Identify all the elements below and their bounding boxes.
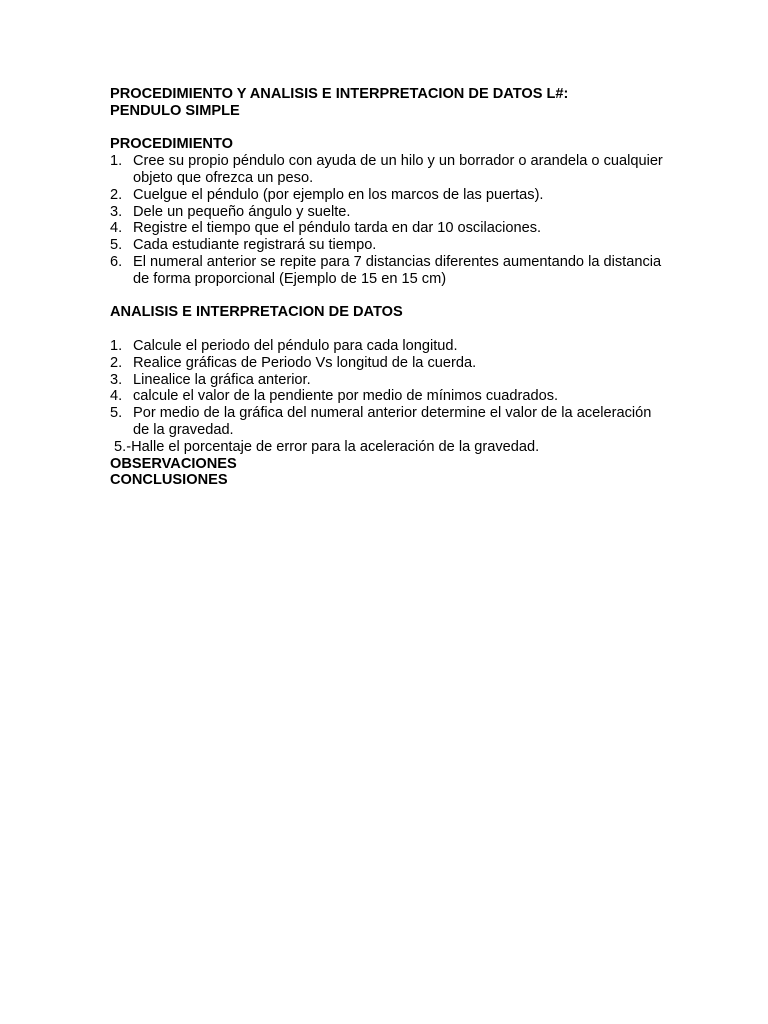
list-item	[110, 204, 670, 221]
list-item-number: 2.	[110, 354, 123, 371]
list-item-text: calcule el valor de la pendiente por medio de mínimos cuadrados.	[133, 388, 559, 405]
list-item	[110, 372, 670, 389]
analisis-list	[110, 338, 670, 439]
list-item-text: Por medio de la gráfica del numeral anterior determine el valor de la aceleración de la gravedad.	[133, 405, 652, 438]
list-item-text: Linealice la gráfica anterior.	[133, 371, 311, 388]
list-item	[110, 355, 670, 372]
list-item	[110, 254, 670, 288]
document-title	[110, 86, 670, 120]
list-item	[110, 153, 670, 187]
list-item-number: 1.	[110, 153, 123, 170]
list-item	[110, 405, 670, 439]
list-item-text: El numeral anterior se repite para 7 distancias diferentes aumentando la distancia de forma proporcional (Ejemplo de 15 en 15 cm)	[133, 253, 662, 287]
list-item-text: Cuelgue el péndulo (por ejemplo en los marcos de las puertas).	[133, 186, 544, 203]
analisis-heading: ANALISIS E INTERPRETACION DE DATOS	[110, 304, 403, 321]
list-item-number: 3.	[110, 203, 123, 220]
list-item-text: Realice gráficas de Periodo Vs longitud de la cuerda.	[133, 354, 477, 371]
title-line-2: PENDULO SIMPLE	[110, 102, 240, 119]
list-item-number: 2.	[110, 186, 123, 203]
spacer	[110, 321, 670, 338]
list-item-number: 4.	[110, 220, 123, 237]
list-item-number: 6.	[110, 253, 123, 270]
list-item-number: 5.	[110, 405, 123, 422]
document-content	[110, 86, 670, 489]
procedimiento-heading: PROCEDIMIENTO	[110, 136, 233, 153]
procedimiento-list	[110, 153, 670, 287]
list-item-number: 4.	[110, 388, 123, 405]
spacer	[110, 120, 670, 137]
list-item-text: Calcule el periodo del péndulo para cada longitud.	[133, 337, 458, 354]
list-item-number: 3.	[110, 371, 123, 388]
analisis-extra-line: 5.-Halle el porcentaje de error para la aceleración de la gravedad.	[110, 438, 540, 455]
list-item	[110, 187, 670, 204]
conclusiones-heading: CONCLUSIONES	[110, 472, 228, 489]
list-item	[110, 237, 670, 254]
list-item-number: 5.	[110, 237, 123, 254]
list-item	[110, 338, 670, 355]
list-item-text: Cree su propio péndulo con ayuda de un hilo y un borrador o arandela o cualquier objeto que ofrezca un peso.	[133, 153, 663, 186]
list-item-text: Dele un pequeño ángulo y suelte.	[133, 203, 351, 220]
list-item	[110, 220, 670, 237]
list-item-text: Cada estudiante registrará su tiempo.	[133, 237, 377, 254]
list-item-number: 1.	[110, 337, 123, 354]
observaciones-heading: OBSERVACIONES	[110, 455, 237, 472]
title-line-1: PROCEDIMIENTO Y ANALISIS E INTERPRETACION DE DATOS L#:	[110, 86, 569, 102]
spacer	[110, 288, 670, 305]
list-item	[110, 388, 670, 405]
list-item-text: Registre el tiempo que el péndulo tarda en dar 10 oscilaciones.	[133, 220, 542, 237]
